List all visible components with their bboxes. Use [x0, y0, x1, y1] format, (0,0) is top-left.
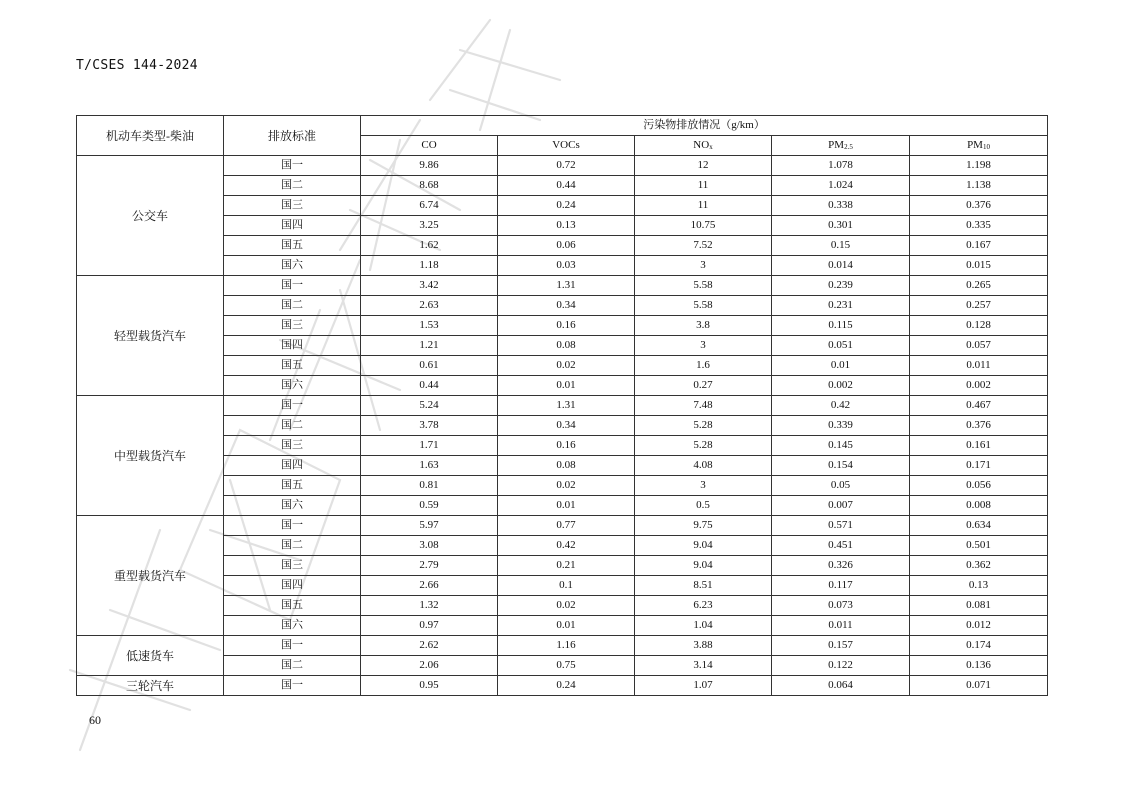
- value-cell: 0.376: [910, 196, 1048, 216]
- value-cell: 2.66: [361, 576, 498, 596]
- value-cell: 3.25: [361, 216, 498, 236]
- value-cell: 1.18: [361, 256, 498, 276]
- pollutant-header: [772, 136, 910, 156]
- standard-cell: 国四: [224, 336, 361, 356]
- value-cell: 2.06: [361, 656, 498, 676]
- value-cell: 1.07: [635, 676, 772, 696]
- value-cell: 3.78: [361, 416, 498, 436]
- value-cell: 3.8: [635, 316, 772, 336]
- standard-cell: 国五: [224, 236, 361, 256]
- value-cell: 3: [635, 336, 772, 356]
- emission-table: [76, 115, 1048, 696]
- value-cell: 0.007: [772, 496, 910, 516]
- value-cell: 0.501: [910, 536, 1048, 556]
- page-number: 60: [89, 713, 101, 727]
- value-cell: 0.01: [498, 496, 635, 516]
- standard-cell: 国一: [224, 676, 361, 696]
- standard-cell: 国五: [224, 596, 361, 616]
- value-cell: 0.24: [498, 676, 635, 696]
- value-cell: 0.161: [910, 436, 1048, 456]
- standard-cell: 国一: [224, 396, 361, 416]
- value-cell: 0.06: [498, 236, 635, 256]
- vehicle-type-cell: 中型载货汽车: [77, 396, 224, 516]
- value-cell: 5.28: [635, 416, 772, 436]
- value-cell: 0.21: [498, 556, 635, 576]
- value-cell: 7.48: [635, 396, 772, 416]
- value-cell: 8.68: [361, 176, 498, 196]
- value-cell: 0.42: [498, 536, 635, 556]
- value-cell: 0.014: [772, 256, 910, 276]
- value-cell: 0.008: [910, 496, 1048, 516]
- standard-cell: 国二: [224, 416, 361, 436]
- col-pollutant-group: 污染物排放情况（g/km）: [361, 116, 1048, 136]
- value-cell: 1.53: [361, 316, 498, 336]
- value-cell: 5.97: [361, 516, 498, 536]
- pollutant-name: NO: [693, 139, 710, 151]
- value-cell: 0.77: [498, 516, 635, 536]
- value-cell: 0.301: [772, 216, 910, 236]
- standard-cell: 国六: [224, 496, 361, 516]
- standard-cell: 国二: [224, 656, 361, 676]
- value-cell: 9.04: [635, 556, 772, 576]
- value-cell: 0.1: [498, 576, 635, 596]
- pollutant-header: [361, 136, 498, 156]
- value-cell: 0.02: [498, 596, 635, 616]
- value-cell: 0.171: [910, 456, 1048, 476]
- table-row: [77, 516, 1048, 536]
- value-cell: 1.21: [361, 336, 498, 356]
- value-cell: 1.63: [361, 456, 498, 476]
- col-emission-standard: 排放标准: [224, 116, 361, 156]
- vehicle-type-cell: 三轮汽车: [77, 676, 224, 696]
- value-cell: 10.75: [635, 216, 772, 236]
- value-cell: 3.08: [361, 536, 498, 556]
- value-cell: 0.97: [361, 616, 498, 636]
- value-cell: 0.011: [910, 356, 1048, 376]
- value-cell: 0.128: [910, 316, 1048, 336]
- value-cell: 0.051: [772, 336, 910, 356]
- value-cell: 0.145: [772, 436, 910, 456]
- table-row: [77, 276, 1048, 296]
- value-cell: 3: [635, 476, 772, 496]
- standard-cell: 国一: [224, 516, 361, 536]
- value-cell: 5.58: [635, 296, 772, 316]
- value-cell: 1.024: [772, 176, 910, 196]
- value-cell: 0.339: [772, 416, 910, 436]
- standard-cell: 国一: [224, 276, 361, 296]
- value-cell: 0.064: [772, 676, 910, 696]
- value-cell: 0.02: [498, 356, 635, 376]
- standard-cell: 国六: [224, 376, 361, 396]
- value-cell: 0.012: [910, 616, 1048, 636]
- standard-cell: 国三: [224, 196, 361, 216]
- value-cell: 1.6: [635, 356, 772, 376]
- value-cell: 1.138: [910, 176, 1048, 196]
- value-cell: 0.634: [910, 516, 1048, 536]
- value-cell: 5.28: [635, 436, 772, 456]
- standard-cell: 国二: [224, 536, 361, 556]
- col-vehicle-type: 机动车类型-柴油: [77, 116, 224, 156]
- table-row: [77, 676, 1048, 696]
- value-cell: 0.239: [772, 276, 910, 296]
- value-cell: 0.02: [498, 476, 635, 496]
- pollutant-header: [498, 136, 635, 156]
- vehicle-type-cell: 重型载货汽车: [77, 516, 224, 636]
- value-cell: 0.154: [772, 456, 910, 476]
- value-cell: 9.75: [635, 516, 772, 536]
- value-cell: 0.16: [498, 316, 635, 336]
- value-cell: 5.58: [635, 276, 772, 296]
- value-cell: 0.34: [498, 296, 635, 316]
- standard-cell: 国六: [224, 616, 361, 636]
- value-cell: 2.62: [361, 636, 498, 656]
- value-cell: 1.31: [498, 396, 635, 416]
- value-cell: 0.571: [772, 516, 910, 536]
- value-cell: 1.32: [361, 596, 498, 616]
- value-cell: 5.24: [361, 396, 498, 416]
- value-cell: 0.167: [910, 236, 1048, 256]
- value-cell: 8.51: [635, 576, 772, 596]
- pollutant-name: CO: [421, 139, 437, 151]
- value-cell: 0.03: [498, 256, 635, 276]
- standard-cell: 国五: [224, 476, 361, 496]
- standard-cell: 国三: [224, 556, 361, 576]
- value-cell: 0.174: [910, 636, 1048, 656]
- standard-cell: 国一: [224, 156, 361, 176]
- value-cell: 6.23: [635, 596, 772, 616]
- value-cell: 0.27: [635, 376, 772, 396]
- value-cell: 0.073: [772, 596, 910, 616]
- vehicle-type-cell: 公交车: [77, 156, 224, 276]
- value-cell: 0.265: [910, 276, 1048, 296]
- value-cell: 3.42: [361, 276, 498, 296]
- value-cell: 0.338: [772, 196, 910, 216]
- standard-cell: 国二: [224, 176, 361, 196]
- value-cell: 0.75: [498, 656, 635, 676]
- value-cell: 0.08: [498, 456, 635, 476]
- vehicle-type-cell: 轻型载货汽车: [77, 276, 224, 396]
- value-cell: 0.117: [772, 576, 910, 596]
- standard-cell: 国三: [224, 316, 361, 336]
- pollutant-header: [635, 136, 772, 156]
- value-cell: 0.056: [910, 476, 1048, 496]
- value-cell: 9.04: [635, 536, 772, 556]
- value-cell: 0.157: [772, 636, 910, 656]
- value-cell: 0.81: [361, 476, 498, 496]
- value-cell: 0.115: [772, 316, 910, 336]
- value-cell: 0.081: [910, 596, 1048, 616]
- standard-cell: 国四: [224, 456, 361, 476]
- value-cell: 0.011: [772, 616, 910, 636]
- standard-cell: 国四: [224, 216, 361, 236]
- value-cell: 0.015: [910, 256, 1048, 276]
- pollutant-subscript: 2.5: [844, 143, 853, 151]
- value-cell: 0.231: [772, 296, 910, 316]
- vehicle-type-cell: 低速货车: [77, 636, 224, 676]
- value-cell: 0.257: [910, 296, 1048, 316]
- value-cell: 0.61: [361, 356, 498, 376]
- value-cell: 1.16: [498, 636, 635, 656]
- value-cell: 0.326: [772, 556, 910, 576]
- table-row: [77, 396, 1048, 416]
- standard-cell: 国五: [224, 356, 361, 376]
- value-cell: 0.95: [361, 676, 498, 696]
- value-cell: 0.136: [910, 656, 1048, 676]
- value-cell: 7.52: [635, 236, 772, 256]
- value-cell: 0.59: [361, 496, 498, 516]
- value-cell: 0.376: [910, 416, 1048, 436]
- value-cell: 2.79: [361, 556, 498, 576]
- value-cell: 0.13: [498, 216, 635, 236]
- pollutant-header: [910, 136, 1048, 156]
- value-cell: 0.451: [772, 536, 910, 556]
- value-cell: 0.15: [772, 236, 910, 256]
- value-cell: 0.44: [361, 376, 498, 396]
- value-cell: 0.01: [772, 356, 910, 376]
- value-cell: 0.362: [910, 556, 1048, 576]
- value-cell: 0.16: [498, 436, 635, 456]
- value-cell: 1.71: [361, 436, 498, 456]
- value-cell: 0.72: [498, 156, 635, 176]
- value-cell: 0.01: [498, 376, 635, 396]
- standard-cell: 国三: [224, 436, 361, 456]
- pollutant-subscript: 10: [982, 143, 990, 151]
- value-cell: 0.071: [910, 676, 1048, 696]
- value-cell: 0.24: [498, 196, 635, 216]
- value-cell: 9.86: [361, 156, 498, 176]
- value-cell: 0.5: [635, 496, 772, 516]
- value-cell: 3: [635, 256, 772, 276]
- value-cell: 1.04: [635, 616, 772, 636]
- standard-cell: 国四: [224, 576, 361, 596]
- value-cell: 0.34: [498, 416, 635, 436]
- value-cell: 0.057: [910, 336, 1048, 356]
- value-cell: 0.08: [498, 336, 635, 356]
- value-cell: 1.31: [498, 276, 635, 296]
- value-cell: 2.63: [361, 296, 498, 316]
- value-cell: 3.88: [635, 636, 772, 656]
- value-cell: 11: [635, 176, 772, 196]
- pollutant-name: PM: [967, 139, 983, 151]
- header-row-1: [77, 116, 1048, 136]
- value-cell: 1.198: [910, 156, 1048, 176]
- value-cell: 12: [635, 156, 772, 176]
- table-row: [77, 156, 1048, 176]
- pollutant-name: PM: [828, 139, 845, 151]
- value-cell: 11: [635, 196, 772, 216]
- value-cell: 0.01: [498, 616, 635, 636]
- value-cell: 0.002: [772, 376, 910, 396]
- value-cell: 0.42: [772, 396, 910, 416]
- value-cell: 1.078: [772, 156, 910, 176]
- table-row: [77, 636, 1048, 656]
- value-cell: 0.44: [498, 176, 635, 196]
- pollutant-subscript: x: [709, 143, 713, 151]
- value-cell: 0.13: [910, 576, 1048, 596]
- document-id: T/CSES 144-2024: [76, 58, 198, 73]
- value-cell: 0.002: [910, 376, 1048, 396]
- pollutant-name: VOCs: [552, 139, 580, 151]
- value-cell: 4.08: [635, 456, 772, 476]
- standard-cell: 国一: [224, 636, 361, 656]
- value-cell: 0.122: [772, 656, 910, 676]
- value-cell: 3.14: [635, 656, 772, 676]
- standard-cell: 国六: [224, 256, 361, 276]
- standard-cell: 国二: [224, 296, 361, 316]
- value-cell: 6.74: [361, 196, 498, 216]
- value-cell: 0.467: [910, 396, 1048, 416]
- value-cell: 0.05: [772, 476, 910, 496]
- value-cell: 0.335: [910, 216, 1048, 236]
- value-cell: 1.62: [361, 236, 498, 256]
